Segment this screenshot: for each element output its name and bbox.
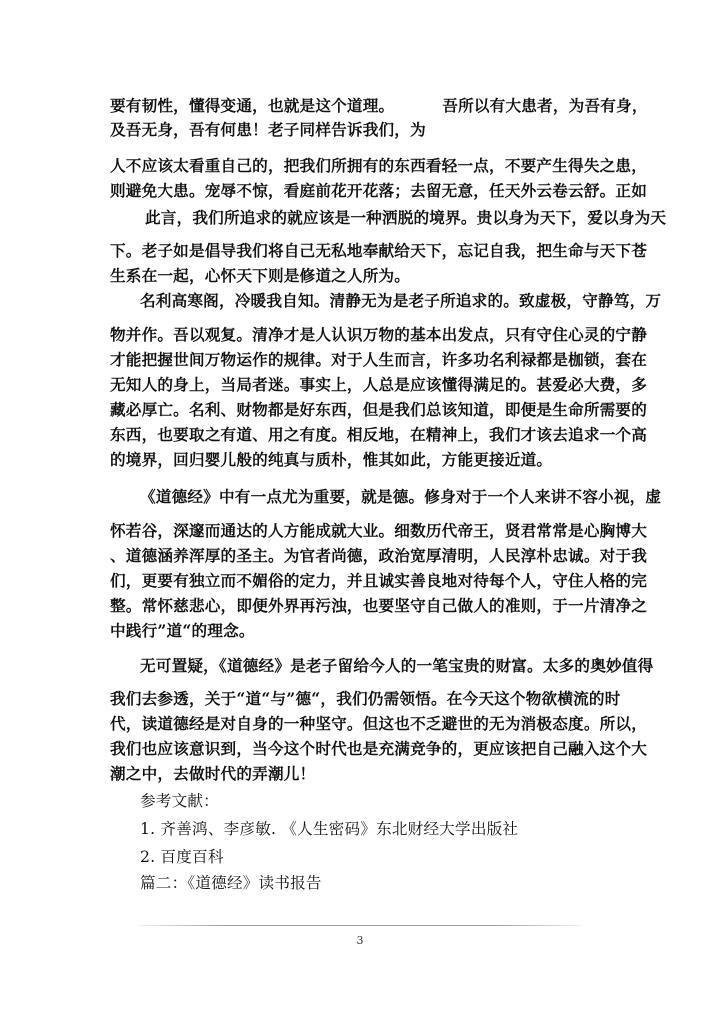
text-line-13: 东西，也要取之有道、用之有度。相反地，在精神上，我们才该去追求一个高 — [110, 425, 647, 444]
text-line-2: 及吾无身，吾有何患！老子同样告诉我们，为 — [110, 120, 426, 139]
text-line-1a: 要有韧性，懂得变通，也就是这个道理。 — [110, 96, 395, 115]
text-line-1b: 吾所以有大患者，为吾有身， — [442, 96, 648, 115]
text-line-16: 怀若谷，深邃而通达的人方能成就大业。细数历代帝王，贤君常常是心胸博大 — [110, 521, 647, 540]
page-number: 3 — [356, 934, 364, 947]
text-line-12: 藏必厚亡。名利、财物都是好东西，但是我们总该知道，即便是生命所需要的 — [110, 400, 647, 419]
text-line-15: 《道德经》中有一点尤为重要，就是德。修身对于一个人来讲不容小视，虚 — [140, 487, 662, 506]
text-line-24: 我们也应该意识到，当今这个时代也是充满竞争的，更应该把自己融入这个大 — [110, 739, 647, 758]
text-line-8: 名利高寒阁，冷暖我自知。清静无为是老子所追求的。致虚极，守静笃，万 — [140, 291, 662, 310]
text-line-9: 物并作。吾以观复。清净才是人认识万物的基本出发点，只有守住心灵的宁静 — [110, 325, 647, 344]
text-line-4: 则避免大患。宠辱不惊，看庭前花开花落；去留无意，任天外云卷云舒。正如 — [110, 181, 647, 200]
text-line-14: 的境界，回归婴儿般的纯真与质朴，惟其如此，方能更接近道。 — [110, 450, 553, 469]
text-line-18: 们，更要有独立而不媚俗的定力，并且诚实善良地对待每个人，守住人格的完 — [110, 571, 647, 590]
next-section-title: 篇二：《道德经》读书报告 — [140, 874, 322, 892]
text-line-6: 下。老子如是倡导我们将自己无私地奉献给天下，忘记自我，把生命与天下苍 — [110, 241, 647, 260]
text-line-11: 无知人的身上，当局者迷。事实上，人总是应该懂得满足的。甚爱必大费，多 — [110, 375, 647, 394]
reference-item-2: 2. 百度百科 — [140, 848, 224, 866]
text-line-7: 生系在一起，心怀天下则是修道之人所为。 — [110, 266, 411, 285]
text-line-22: 我们去参透，关于“道“与”德“，我们仍需领悟。在今天这个物欲横流的时 — [110, 689, 621, 708]
text-line-23: 代，读道德经是对自身的一种坚守。但这也不乏避世的无为消极态度。所以， — [110, 714, 647, 733]
text-line-17: 、道德涵养浑厚的圣主。为官者尚德，政治宽厚清明，人民淳朴忠诚。对于我 — [110, 546, 647, 565]
text-line-20: 中践行”道“的理念。 — [110, 621, 255, 640]
text-line-3: 人不应该太看重自己的，把我们所拥有的东西看轻一点，不要产生得失之患， — [110, 156, 647, 175]
references-heading: 参考文献： — [140, 792, 219, 810]
text-line-10: 才能把握世间万物运作的规律。对于人生而言，许多功名利禄都是枷锁，套在 — [110, 350, 647, 369]
text-line-19: 整。常怀慈悲心，即便外界再污浊，也要坚守自己做人的准则，于一片清净之 — [110, 596, 647, 615]
text-line-21: 无可置疑，《道德经》是老子留给今人的一笔宝贵的财富。太多的奥妙值得 — [140, 656, 654, 675]
footer-divider — [140, 925, 580, 926]
text-line-25: 潮之中，去做时代的弄潮儿！ — [110, 764, 316, 783]
text-line-1 — [110, 95, 648, 117]
reference-item-1: 1. 齐善鸿、李彦敏. 《人生密码》东北财经大学出版社 — [140, 820, 519, 838]
text-line-5: 此言，我们所追求的就应该是一种洒脱的境界。贵以身为天下，爱以身为天 — [145, 208, 667, 227]
